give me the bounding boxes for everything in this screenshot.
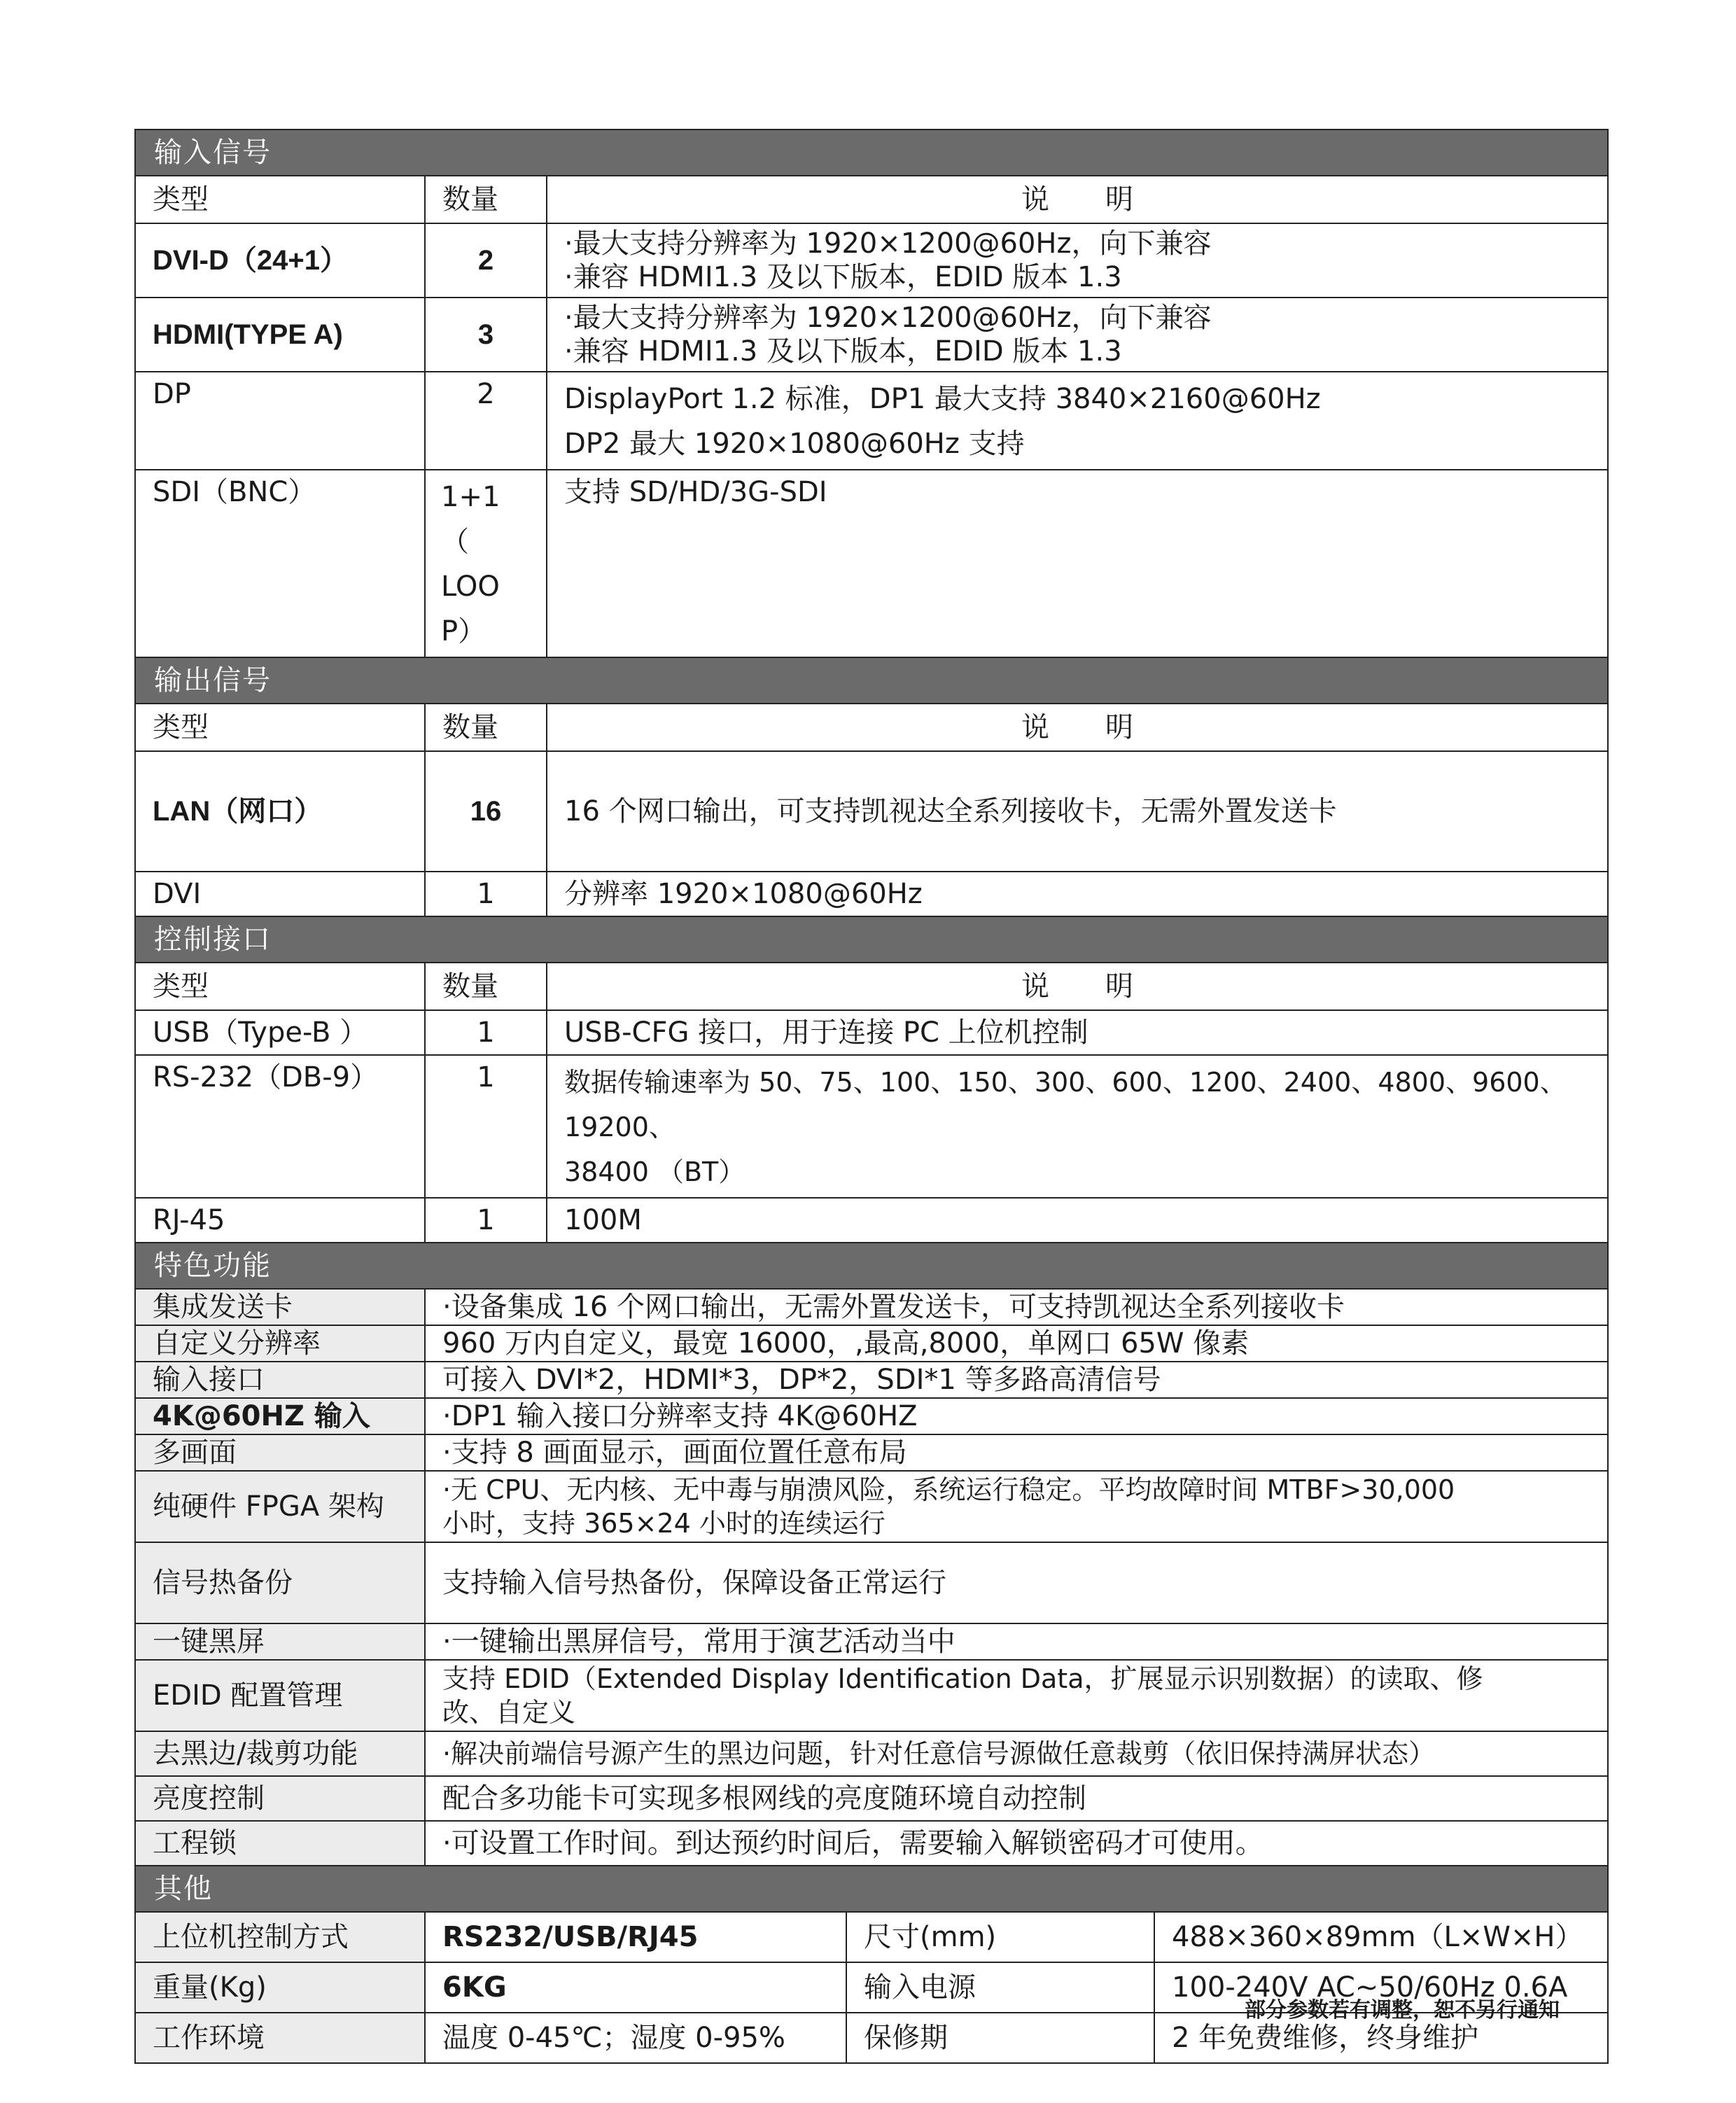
output-count: 16 (425, 751, 547, 872)
control-count: 1 (425, 1198, 547, 1243)
feature-desc-line: 小时，支持 365×24 小时的连续运行 (442, 1508, 886, 1539)
control-header-desc: 说 明 (547, 963, 1608, 1010)
table-row (135, 223, 1608, 298)
other-section-title: 其他 (135, 1866, 1608, 1912)
table-row (135, 470, 1608, 657)
feature-desc-line: ·支持 8 画面显示，画面位置任意布局 (442, 1437, 907, 1469)
table-row (135, 1362, 1608, 1398)
table-row (135, 1289, 1608, 1325)
control-section-title: 控制接口 (135, 916, 1608, 963)
spec-table (134, 129, 1609, 2064)
feature-label: 亮度控制 (135, 1776, 425, 1821)
input-desc-line: DisplayPort 1.2 标准，DP1 最大支持 3840×2160@60Hz (564, 383, 1321, 415)
feature-label: 纯硬件 FPGA 架构 (135, 1471, 425, 1542)
feature-desc-line: 配合多功能卡可实现多根网线的亮度随环境自动控制 (442, 1782, 1086, 1815)
table-row (135, 1325, 1608, 1362)
control-desc-line: 100M (564, 1204, 642, 1236)
output-type: DVI (135, 872, 425, 916)
feature-label: 多画面 (135, 1434, 425, 1471)
input-count-line: （ LOO (441, 526, 500, 603)
features-section-title: 特色功能 (135, 1243, 1608, 1289)
table-row (135, 1434, 1608, 1471)
table-row (135, 1471, 1608, 1542)
feature-label: 4K@60HZ 输入 (135, 1398, 425, 1434)
feature-label: EDID 配置管理 (135, 1660, 425, 1731)
other-value: 温度 0-45℃；湿度 0-95% (425, 2013, 846, 2063)
input-type: DVI-D（24+1） (135, 223, 425, 298)
feature-label: 去黑边/裁剪功能 (135, 1731, 425, 1776)
feature-desc-line: ·解决前端信号源产生的黑边问题，针对任意信号源做任意裁剪（依旧保持满屏状态） (442, 1738, 1436, 1769)
input-count-line: 1+1 (441, 481, 500, 513)
other-value: 6KG (425, 1962, 846, 2013)
feature-desc-line: 改、自定义 (442, 1697, 576, 1728)
table-row (135, 751, 1608, 872)
table-row (135, 1055, 1608, 1198)
control-type: RJ-45 (135, 1198, 425, 1243)
table-row (135, 1010, 1608, 1055)
input-header-count: 数量 (425, 176, 547, 223)
input-type: DP (135, 372, 425, 470)
feature-label: 信号热备份 (135, 1542, 425, 1623)
table-row (135, 298, 1608, 372)
table-row (135, 1660, 1608, 1731)
other-value: 2 年免费维修，终身维护 (1154, 2013, 1608, 2063)
other-label: 尺寸(mm) (846, 1912, 1154, 1962)
input-desc-line: 支持 SD/HD/3G-SDI (564, 476, 827, 508)
feature-desc-line: ·可设置工作时间。到达预约时间后，需要输入解锁密码才可使用。 (442, 1827, 1264, 1859)
input-header-desc: 说 明 (547, 176, 1608, 223)
feature-desc-line: 可接入 DVI*2，HDMI*3，DP*2，SDI*1 等多路高清信号 (442, 1364, 1161, 1396)
feature-desc-line: 支持 EDID（Extended Display Identification Data，扩展显示识别数据）的读取、修 (442, 1663, 1483, 1694)
table-row (135, 1198, 1608, 1243)
feature-label: 工程锁 (135, 1821, 425, 1866)
other-label: 输入电源 (846, 1962, 1154, 2013)
table-row (135, 872, 1608, 916)
output-header-desc: 说 明 (547, 704, 1608, 751)
input-count: 3 (425, 298, 547, 372)
other-label: 上位机控制方式 (135, 1912, 425, 1962)
input-desc-line: DP2 最大 1920×1080@60Hz 支持 (564, 428, 1025, 460)
feature-desc-line: 支持输入信号热备份，保障设备正常运行 (442, 1567, 946, 1599)
other-value: 488×360×89mm（L×W×H） (1154, 1912, 1608, 1962)
table-row (135, 372, 1608, 470)
other-value: RS232/USB/RJ45 (425, 1912, 846, 1962)
input-desc-line: ·兼容 HDMI1.3 及以下版本，EDID 版本 1.3 (564, 335, 1122, 368)
output-header-count: 数量 (425, 704, 547, 751)
table-row (135, 1542, 1608, 1623)
input-type: HDMI(TYPE A) (135, 298, 425, 372)
input-type: SDI（BNC） (135, 470, 425, 657)
output-section-title: 输出信号 (135, 657, 1608, 704)
feature-desc-line: ·无 CPU、无内核、无中毒与崩溃风险，系统运行稳定。平均故障时间 MTBF>30,000 (442, 1474, 1455, 1505)
control-count: 1 (425, 1010, 547, 1055)
table-row (135, 1821, 1608, 1866)
table-row (135, 1623, 1608, 1660)
feature-label: 一键黑屏 (135, 1623, 425, 1660)
control-type: USB（Type-B ） (135, 1010, 425, 1055)
input-count-line: P） (441, 615, 486, 648)
input-desc-line: ·最大支持分辨率为 1920×1200@60Hz，向下兼容 (564, 228, 1212, 260)
control-desc-line: 38400 （BT） (564, 1157, 746, 1187)
output-count: 1 (425, 872, 547, 916)
control-header-count: 数量 (425, 963, 547, 1010)
output-type: LAN（网口） (135, 751, 425, 872)
other-label: 工作环境 (135, 2013, 425, 2063)
feature-desc-line: ·设备集成 16 个网口输出，无需外置发送卡，可支持凯视达全系列接收卡 (442, 1291, 1345, 1323)
input-section-title: 输入信号 (135, 130, 1608, 176)
control-count: 1 (425, 1055, 547, 1198)
feature-desc-line: ·DP1 输入接口分辨率支持 4K@60HZ (442, 1400, 918, 1432)
feature-desc-line: ·一键输出黑屏信号，常用于演艺活动当中 (442, 1626, 955, 1658)
table-row (135, 1912, 1608, 1962)
table-row (135, 1731, 1608, 1776)
output-desc: 16 个网口输出，可支持凯视达全系列接收卡，无需外置发送卡 (547, 751, 1608, 872)
input-count: 2 (425, 372, 547, 470)
feature-label: 集成发送卡 (135, 1289, 425, 1325)
output-desc: 分辨率 1920×1080@60Hz (547, 872, 1608, 916)
input-desc-line: ·兼容 HDMI1.3 及以下版本，EDID 版本 1.3 (564, 261, 1122, 293)
control-type: RS-232（DB-9） (135, 1055, 425, 1198)
control-desc-line: USB-CFG 接口，用于连接 PC 上位机控制 (564, 1016, 1088, 1049)
feature-label: 输入接口 (135, 1362, 425, 1398)
input-count: 2 (425, 223, 547, 298)
footnote: 部分参数若有调整，恕不另行通知 (1245, 1998, 1560, 2022)
table-row (135, 1398, 1608, 1434)
other-value: 100-240V AC~50/60Hz 0.6A (1154, 1962, 1608, 2013)
feature-desc-line: 960 万内自定义，最宽 16000，,最高,8000，单网口 65W 像素 (442, 1327, 1250, 1360)
output-header-type: 类型 (135, 704, 425, 751)
spec-sheet (134, 129, 1607, 2064)
control-header-type: 类型 (135, 963, 425, 1010)
table-row (135, 1776, 1608, 1821)
input-header-type: 类型 (135, 176, 425, 223)
other-label: 重量(Kg) (135, 1962, 425, 2013)
control-desc-line: 数据传输速率为 50、75、100、150、300、600、1200、2400、4800、9600、19200、 (564, 1067, 1567, 1143)
other-label: 保修期 (846, 2013, 1154, 2063)
feature-label: 自定义分辨率 (135, 1325, 425, 1362)
input-desc-line: ·最大支持分辨率为 1920×1200@60Hz，向下兼容 (564, 302, 1212, 334)
